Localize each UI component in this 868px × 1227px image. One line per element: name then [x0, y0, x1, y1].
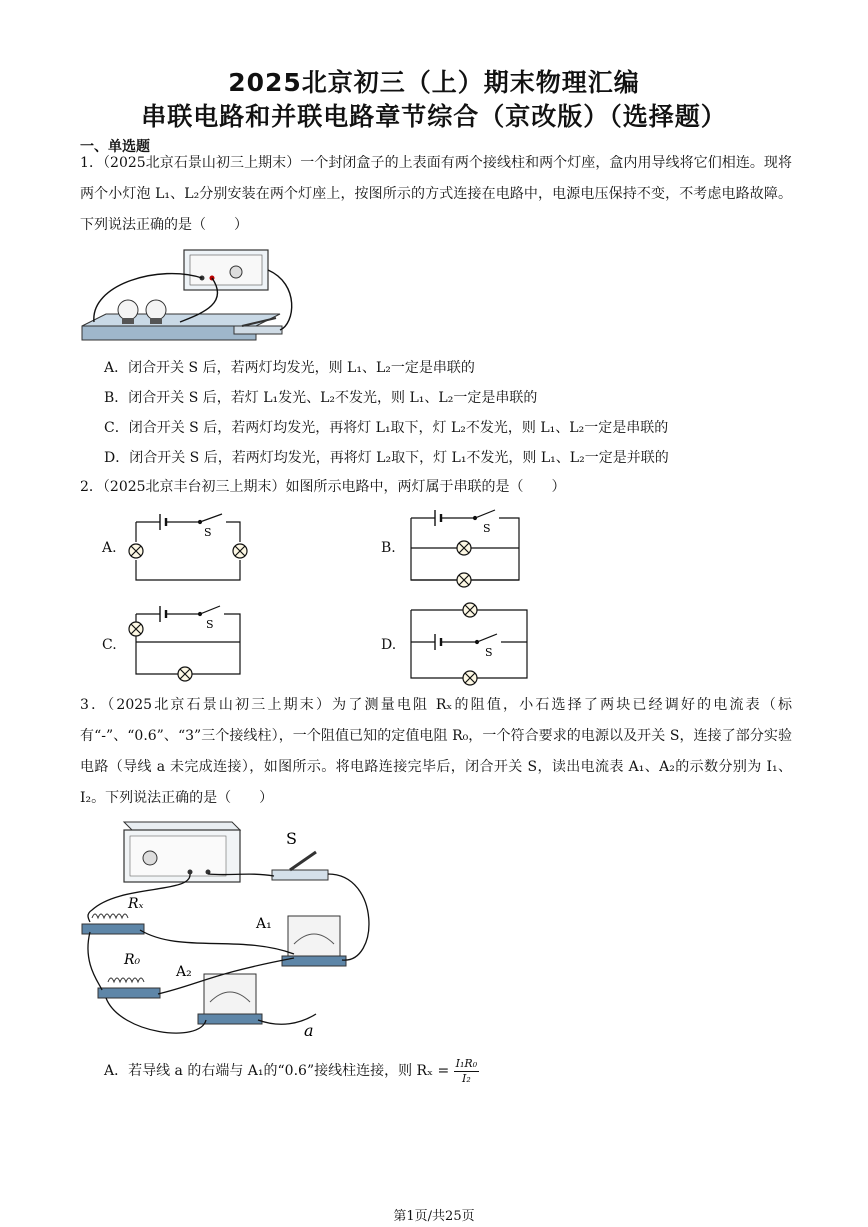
question-1-figure	[80, 244, 300, 348]
circuit-d-switch-label: S	[485, 646, 493, 659]
circuit-a-switch-label: S	[204, 526, 212, 539]
circuit-c-diagram	[126, 602, 248, 684]
circuit-b-label: B.	[381, 540, 396, 556]
question-1-option-a: A．闭合开关 S 后，若两灯均发光，则 L₁、L₂一定是串联的	[104, 360, 475, 376]
question-3-text: 3．（2025北京石景山初三上期末）为了测量电阻 Rₓ的阻值，小石选择了两块已经调好的电流表（标有“-”、“0.6”、“3”三个接线柱），一个阻值已知的定值电阻 R₀，一个符合要求的电源以及开关 S，连接了部分实验电路（导线 a 未完成连接），如图所示。将电路连接完毕后，闭合开关 S，读出电流表 A₁、A₂的示数分别为 I₁、I₂。下列说法正确的是（ ）	[80, 697, 792, 806]
question-1-option-d: D．闭合开关 S 后，若两灯均发光，再将灯 L₂取下，灯 L₁不发光，则 L₁、L₂一定是并联的	[104, 450, 669, 466]
circuit-a-diagram	[126, 510, 252, 586]
question-3-figure	[80, 814, 380, 1044]
question-3-option-a	[104, 1056, 479, 1086]
doc-title: 2025北京初三（上）期末物理汇编	[228, 68, 640, 97]
question-1-option-c: C．闭合开关 S 后，若两灯均发光，再将灯 L₁取下，灯 L₂不发光，则 L₁、L₂一定是串联的	[104, 420, 669, 436]
switch-s-label: S	[286, 829, 297, 848]
circuit-d-diagram	[405, 598, 533, 690]
a2-label: A₂	[176, 964, 192, 980]
circuit-d-label: D.	[381, 637, 397, 653]
question-2-text: 2．（2025北京丰台初三上期末）如图所示电路中，两灯属于串联的是（ ）	[80, 479, 566, 495]
question-1-text: 1．（2025北京石景山初三上期末）一个封闭盒子的上表面有两个接线柱和两个灯座，盒内用导线将它们相连。现将两个小灯泡 L₁、L₂分别安装在两个灯座上，按图所示的方式连接在电路中，电源电压保持不变，不考虑电路故障。下列说法正确的是（ ）	[80, 155, 792, 233]
r0-label: R₀	[124, 952, 141, 968]
rx-label: Rₓ	[128, 896, 144, 912]
circuit-c-switch-label: S	[206, 618, 214, 631]
formula-denominator: I₂	[462, 1071, 471, 1085]
formula-fraction	[454, 1057, 479, 1086]
question-1-option-b: B．闭合开关 S 后，若灯 L₁发光、L₂不发光，则 L₁、L₂一定是串联的	[104, 390, 538, 406]
wire-a-label: a	[304, 1021, 314, 1040]
page-footer: 第1页/共25页	[393, 1209, 475, 1224]
a1-label: A₁	[256, 916, 272, 932]
doc-subtitle: 串联电路和并联电路章节综合（京改版）（选择题）	[141, 102, 727, 131]
circuit-b-switch-label: S	[483, 522, 491, 535]
circuit-b-diagram	[405, 506, 527, 592]
circuit-a-label: A.	[102, 540, 117, 556]
question-3-option-a-text: A．若导线 a 的右端与 A₁的“0.6”接线柱连接，则 Rₓ =	[104, 1063, 450, 1079]
circuit-c-label: C.	[102, 637, 117, 653]
section-heading: 一、单选题	[80, 139, 150, 155]
formula-numerator: I₁R₀	[455, 1056, 478, 1070]
